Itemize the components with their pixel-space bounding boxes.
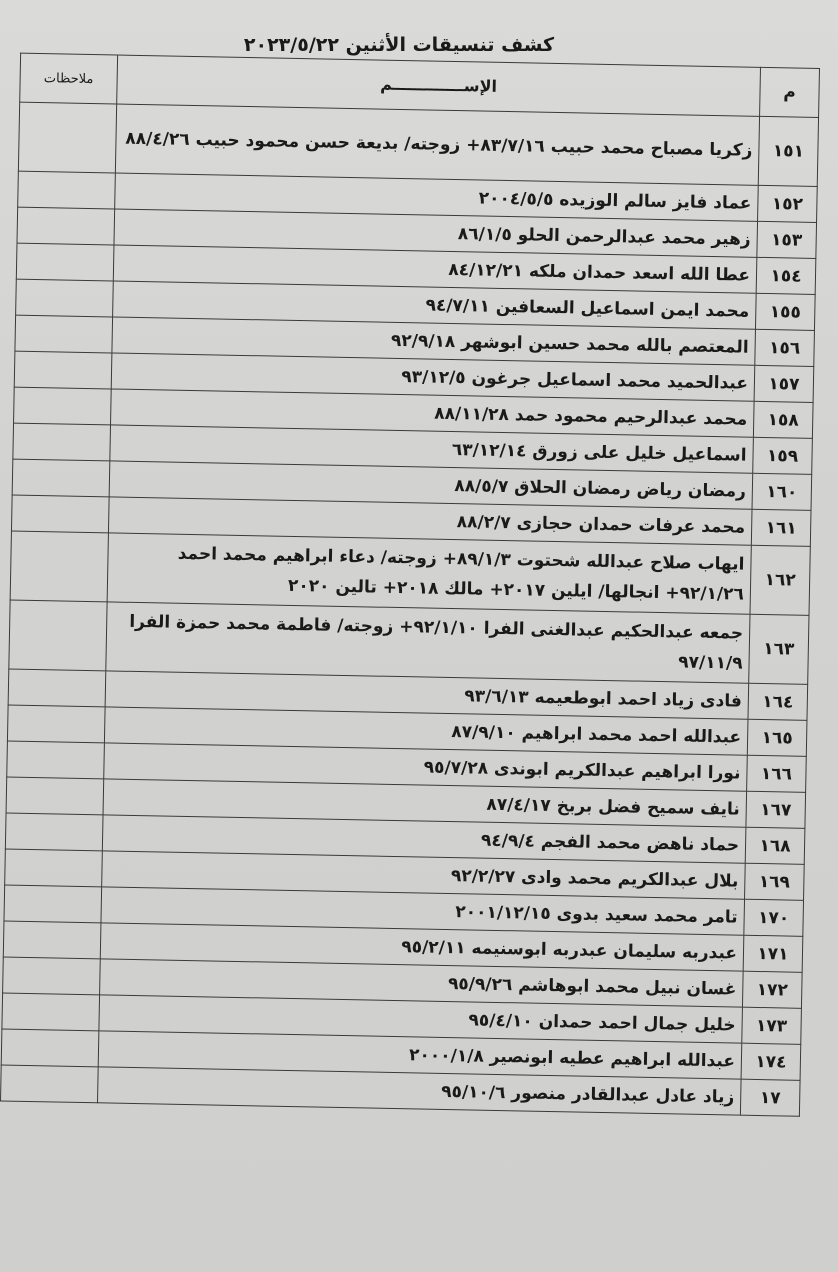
names-table <box>0 53 820 1117</box>
row-number: ١٦٩ <box>745 863 805 900</box>
row-name: بلال عبدالكريم محمد وادى ٩٢/٢/٢٧ <box>102 851 746 899</box>
row-number: ١٥٤ <box>756 257 816 294</box>
row-name: عبدربه سليمان عبدربه ابوسنيمه ٩٥/٢/١١ <box>100 923 744 971</box>
row-name: اسماعيل خليل على زورق ٦٣/١٢/١٤ <box>110 425 754 473</box>
row-notes <box>17 207 115 245</box>
header-number: م <box>760 67 820 117</box>
row-notes <box>5 849 103 887</box>
row-number: ١٧٤ <box>741 1043 801 1080</box>
row-notes <box>7 705 105 743</box>
row-name: رمضان رياض رمضان الحلاق ٨٨/٥/٧ <box>109 461 753 509</box>
row-name: محمد عرفات حمدان حجازى ٨٨/٢/٧ <box>108 497 752 545</box>
row-number: ١٥٩ <box>753 437 813 474</box>
row-number: ١٦٦ <box>747 755 807 792</box>
table-body <box>1 102 819 1116</box>
row-notes <box>3 957 101 995</box>
row-number: ١٥٢ <box>758 185 818 222</box>
row-number: ١٧١ <box>743 935 803 972</box>
row-notes <box>12 459 110 497</box>
row-notes <box>2 993 100 1031</box>
row-name: عطا الله اسعد حمدان ملكه ٨٤/١٢/٢١ <box>113 245 757 293</box>
row-notes <box>9 600 107 671</box>
row-number: ١٥٧ <box>754 365 814 402</box>
header-name: الإســـــــــــــم <box>117 55 761 116</box>
row-number: ١٦٢ <box>750 545 810 615</box>
row-notes <box>13 423 111 461</box>
row-notes <box>16 243 114 281</box>
page-title: كشف تنسيقات الأثنين ٢٠٢٣/٥/٢٢ <box>243 34 555 56</box>
row-name: حماد ناهض محمد الفجم ٩٤/٩/٤ <box>102 815 746 863</box>
row-name: عبدالله احمد محمد ابراهيم ٨٧/٩/١٠ <box>104 707 748 755</box>
row-notes <box>15 315 113 353</box>
row-notes <box>1 1029 99 1067</box>
row-name: زكريا مصباح محمد حبيب ٨٣/٧/١٦+ زوجته/ بديعة حسن محمود حبيب ٨٨/٤/٢٦ <box>115 104 759 185</box>
row-number: ١٥٥ <box>755 293 815 330</box>
row-notes <box>8 669 106 707</box>
row-notes <box>7 741 105 779</box>
row-notes <box>1 1065 99 1103</box>
row-notes <box>18 171 116 209</box>
row-number: ١٦٥ <box>747 719 807 756</box>
row-name: خليل جمال احمد حمدان ٩٥/٤/١٠ <box>99 995 743 1043</box>
row-notes <box>6 777 104 815</box>
row-number: ١٧٠ <box>744 899 804 936</box>
row-name: نورا ابراهيم عبدالكريم ابوندى ٩٥/٧/٢٨ <box>104 743 748 791</box>
row-number: ١٦٣ <box>749 614 809 684</box>
row-notes <box>18 102 116 173</box>
row-notes <box>14 387 112 425</box>
row-number: ١٦١ <box>751 509 811 546</box>
row-number: ١٥١ <box>758 116 818 186</box>
row-name: زهير محمد عبدالرحمن الحلو ٨٦/١/٥ <box>114 209 758 257</box>
row-number: ١٥٣ <box>757 221 817 258</box>
row-name: زياد عادل عبدالقادر منصور ٩٥/١٠/٦ <box>98 1067 742 1115</box>
row-name: عبدالحميد محمد اسماعيل جرغون ٩٣/١٢/٥ <box>111 353 755 401</box>
row-notes <box>3 921 101 959</box>
row-number: ١٧ <box>740 1079 800 1116</box>
row-number: ١٦٤ <box>748 683 808 720</box>
row-name: تامر محمد سعيد بدوى ٢٠٠١/١٢/١٥ <box>101 887 745 935</box>
row-name: محمد ايمن اسماعيل السعافين ٩٤/٧/١١ <box>113 281 757 329</box>
row-number: ١٥٨ <box>753 401 813 438</box>
row-name: ايهاب صلاح عبدالله شحتوت ٨٩/١/٣+ زوجته/ دعاء ابراهيم محمد احمد ٩٢/١/٢٦+ انجالها/ ايلين ٢٠١٧+ مالك ٢٠١٨+ تالين ٢٠٢٠ <box>107 533 751 614</box>
row-name: عبدالله ابراهيم عطيه ابونصير ٢٠٠٠/١/٨ <box>98 1031 742 1079</box>
row-name: المعتصم بالله محمد حسين ابوشهر ٩٢/٩/١٨ <box>112 317 756 365</box>
row-name: جمعه عبدالحكيم عبدالغنى الفرا ٩٢/١/١٠+ زوجته/ فاطمة محمد حمزة الفرا ٩٧/١١/٩ <box>106 602 750 683</box>
row-number: ١٦٠ <box>752 473 812 510</box>
row-name: فادى زياد احمد ابوطعيمه ٩٣/٦/١٣ <box>105 671 749 719</box>
row-notes <box>16 279 114 317</box>
row-notes <box>14 351 112 389</box>
row-number: ١٧٢ <box>742 971 802 1008</box>
row-name: محمد عبدالرحيم محمود حمد ٨٨/١١/٢٨ <box>111 389 755 437</box>
header-notes: ملاحظات <box>20 53 118 104</box>
row-name: نايف سميح فضل بربخ ٨٧/٤/١٧ <box>103 779 747 827</box>
row-notes <box>10 531 108 602</box>
row-notes <box>11 495 109 533</box>
row-notes <box>5 813 103 851</box>
row-number: ١٥٦ <box>755 329 815 366</box>
row-number: ١٦٧ <box>746 791 806 828</box>
row-notes <box>4 885 102 923</box>
row-number: ١٧٣ <box>742 1007 802 1044</box>
row-name: عماد فايز سالم الوزيده ٢٠٠٤/٥/٥ <box>115 173 759 221</box>
row-name: غسان نبيل محمد ابوهاشم ٩٥/٩/٢٦ <box>100 959 744 1007</box>
row-number: ١٦٨ <box>745 827 805 864</box>
